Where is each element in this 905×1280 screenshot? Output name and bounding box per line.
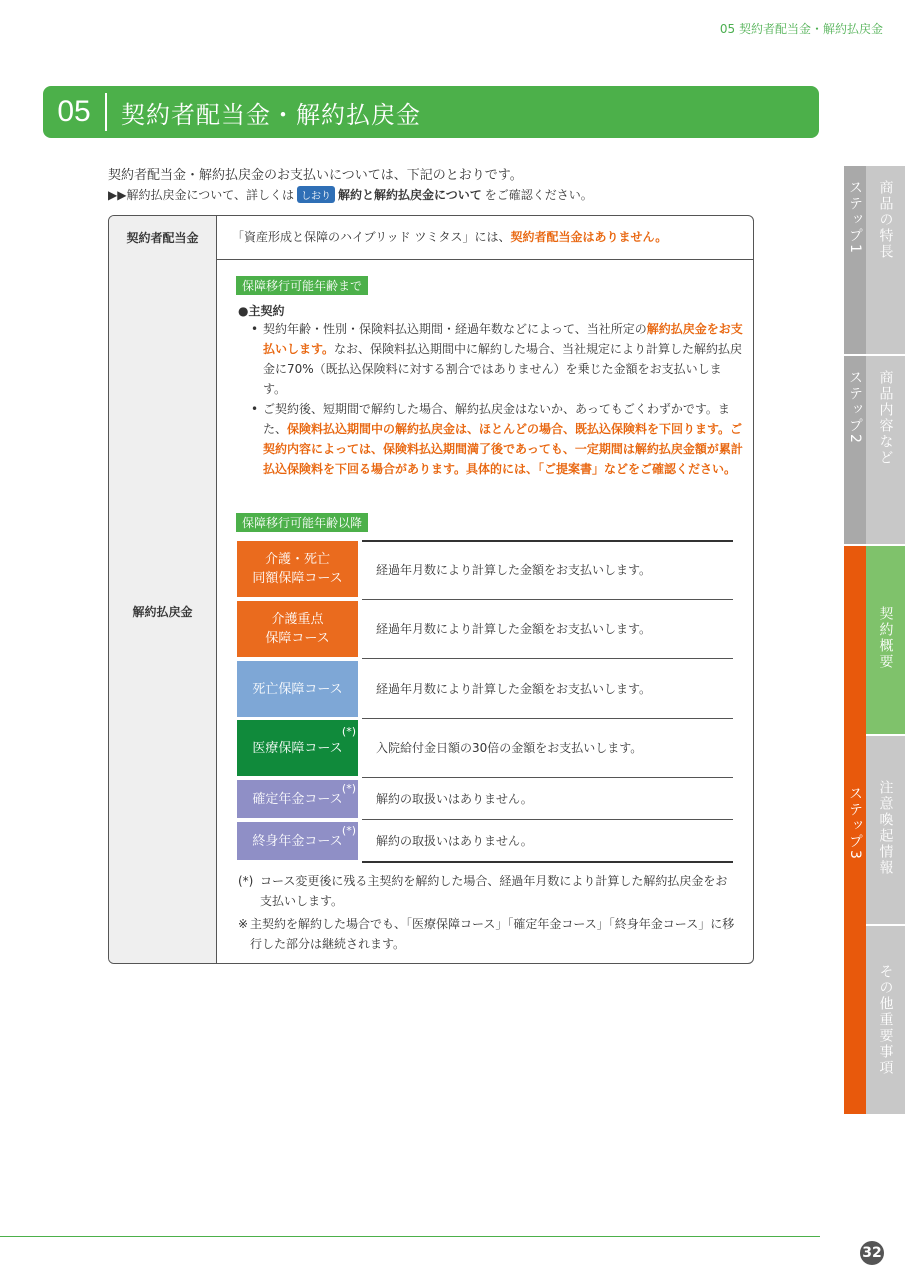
- section-number: 05: [57, 95, 91, 128]
- tag-after-age: 保障移行可能年齢以降: [236, 513, 368, 532]
- row-head-dividend: 契約者配当金: [109, 216, 217, 259]
- course-desc: 経過年月数により計算した金額をお支払いします。: [376, 622, 652, 636]
- intro-text: 契約者配当金・解約払戻金のお支払いについては、下記のとおりです。: [108, 168, 523, 183]
- course-box-care-focus: 介護重点 保障コース: [237, 601, 358, 657]
- bullet1-text-b: なお、保険料払込期間中に解約した場合、当社規定により計算した解約払戻金に70%（既払込保険料に対する割合ではありません）を乗じた金額をお支払いします。: [263, 342, 743, 396]
- row-body-dividend: [232, 216, 667, 259]
- course-box-lifetime-annuity: 終身年金コース (*): [237, 822, 358, 860]
- footer-rule: [0, 1236, 820, 1237]
- course-desc: 解約の取扱いはありません。: [376, 834, 533, 848]
- bullet-item-1: [251, 319, 743, 399]
- reference-link[interactable]: 解約と解約払戻金について: [337, 188, 482, 202]
- asterisk-mark: (*): [341, 824, 356, 837]
- reference-prefix: ▶▶解約払戻金について、詳しくは: [108, 188, 294, 202]
- bullet-dot: •: [251, 402, 259, 416]
- side-tab-caution-info[interactable]: 注意喚起情報: [866, 736, 905, 924]
- row-head-refund: 解約払戻金: [109, 259, 217, 963]
- asterisk-mark: (*): [341, 782, 356, 795]
- dividend-text: 「資産形成と保障のハイブリッド ツミタス」には、: [232, 230, 511, 244]
- section-title: 契約者配当金・解約払戻金: [121, 100, 421, 129]
- course-box-medical: 医療保障コース (*): [237, 720, 358, 776]
- bullet2-emphasis: 保険料払込期間中の解約払戻金は、ほとんどの場合、既払込保険料を下回ります。ご契約内容によっては、保険料払込期間満了後であっても、一定期間は解約払戻金額が累計払込保険料を下回る場合があります。具体的には、「ご提案書」などをご確認ください。: [263, 422, 743, 476]
- running-header: 05 契約者配当金・解約払戻金: [719, 22, 883, 36]
- course-desc: 経過年月数により計算した金額をお支払いします。: [376, 682, 652, 696]
- footnote-asterisk: (*) コース変更後に残る主契約を解約した場合、経過年月数により計算した解約払戻金をお支払いします。: [238, 874, 728, 908]
- bullet2-text-a: ご契約後、短期間で解約した場合、解約払戻金はないか、あってもごくわずかです。また、: [263, 402, 730, 436]
- tag-before-age: 保障移行可能年齢まで: [236, 276, 368, 295]
- course-row-divider: [362, 599, 733, 600]
- side-tab-step3[interactable]: ステップ3: [844, 546, 866, 1114]
- main-contract-heading: ●主契約: [238, 304, 285, 318]
- side-tab-contents[interactable]: 商品内容など: [866, 356, 905, 544]
- bullet-item-2: [251, 399, 743, 479]
- asterisk-mark: (*): [341, 725, 356, 738]
- course-box-fixed-annuity: 確定年金コース (*): [237, 780, 358, 818]
- reference-suffix: をご確認ください。: [484, 188, 593, 202]
- course-desc: 経過年月数により計算した金額をお支払いします。: [376, 563, 652, 577]
- course-table-bottom-rule: [362, 861, 733, 863]
- course-table-top-rule: [362, 540, 733, 542]
- course-row-divider: [362, 777, 733, 778]
- page-number: 32: [860, 1241, 884, 1265]
- course-desc: 解約の取扱いはありません。: [376, 792, 533, 806]
- course-box-death: 死亡保障コース: [237, 661, 358, 717]
- side-tab-features[interactable]: 商品の特長: [866, 166, 905, 354]
- course-desc: 入院給付金日額の30倍の金額をお支払いします。: [376, 741, 643, 755]
- section-divider: [105, 93, 107, 131]
- section-title-bar: [43, 86, 819, 138]
- side-tab-step1[interactable]: ステップ1: [844, 166, 866, 354]
- table-row-dividend: [109, 216, 753, 260]
- course-box-care-death-equal: 介護・死亡 同額保障コース: [237, 541, 358, 597]
- side-tab-other-important[interactable]: その他重要事項: [866, 926, 905, 1114]
- bullet-dot: •: [251, 322, 259, 336]
- shiori-badge: しおり: [297, 186, 335, 203]
- bullet1-emphasis: 解約払戻金をお支払いします。: [263, 322, 743, 356]
- course-row-divider: [362, 718, 733, 719]
- side-tab-step2[interactable]: ステップ2: [844, 356, 866, 544]
- bullet1-text-a: 契約年齢・性別・保険料払込期間・経過年数などによって、当社所定の: [263, 322, 647, 336]
- dividend-emphasis: 契約者配当金はありません。: [510, 230, 668, 244]
- course-row-divider: [362, 819, 733, 820]
- reference-line: [108, 186, 593, 203]
- footnote-note: ※ 主契約を解約した場合でも、「医療保障コース」「確定年金コース」「終身年金コース」に移行した部分は継続されます。: [238, 917, 735, 951]
- side-tab-contract-summary[interactable]: 契約概要: [866, 546, 905, 734]
- course-row-divider: [362, 658, 733, 659]
